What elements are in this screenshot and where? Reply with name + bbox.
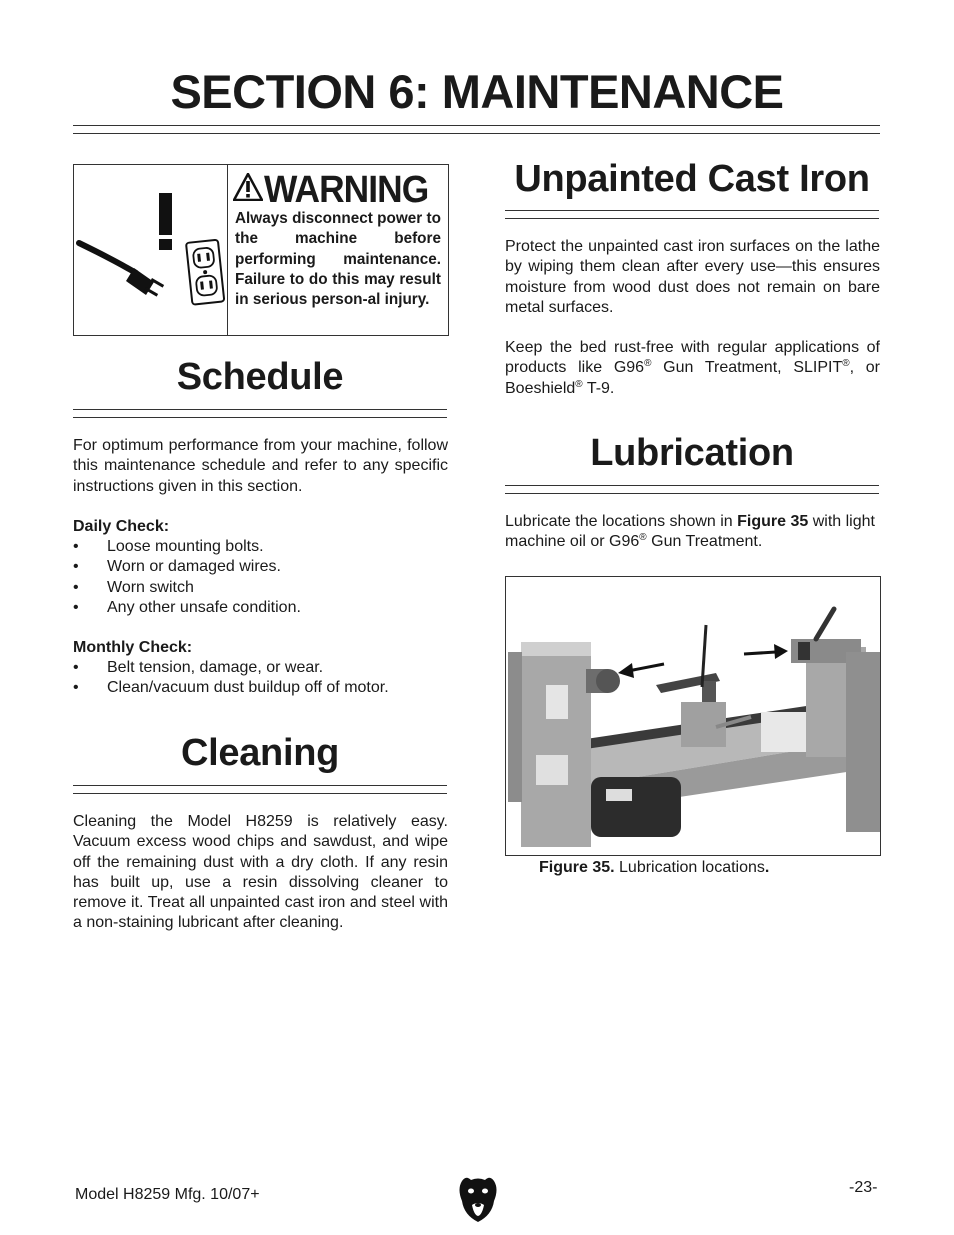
daily-check-list (73, 537, 448, 618)
list-item: • Belt tension, damage, or wear. (73, 658, 448, 678)
page-title: SECTION 6: MAINTENANCE (170, 65, 784, 118)
figure-caption: Figure 35. Lubrication locations. (539, 859, 770, 876)
lubrication-text: Lubricate the locations shown in Figure 35 with light machine oil or G96® Gun Treatment. (505, 513, 875, 551)
cast-iron-rule (505, 210, 879, 219)
title-rule (73, 125, 880, 134)
schedule-heading: Schedule (176, 356, 344, 398)
schedule-rule (73, 409, 447, 418)
warning-text: Always disconnect power to the machine before performing maintenance. Failure to do this may result in serious person-al injury. (235, 210, 441, 309)
monthly-check-label: Monthly Check: (73, 639, 193, 656)
cast-iron-para1: Protect the unpainted cast iron surfaces on the lathe by wiping them clean after every use—this ensures moisture from wood dust does not remain on bare metal surfaces. (505, 238, 880, 316)
warning-box (73, 164, 449, 336)
cast-iron-para2: Keep the bed rust-free with regular applications of products like G96® Gun Treatment, SLIPIT®, or Boeshield® T-9. (505, 339, 880, 397)
warning-heading: WARNING (264, 169, 429, 211)
list-item: • Loose mounting bolts. (73, 537, 448, 557)
footer-page-number: -23- (849, 1179, 878, 1196)
list-item: • Any other unsafe condition. (73, 598, 448, 618)
list-item: • Worn switch (73, 578, 448, 598)
warning-illustration (74, 165, 228, 335)
lubrication-heading: Lubrication (590, 432, 794, 474)
warning-triangle-icon (233, 173, 263, 201)
cleaning-rule (73, 785, 447, 794)
daily-check-label: Daily Check: (73, 518, 170, 535)
list-item: • Worn or damaged wires. (73, 557, 448, 577)
cleaning-text: Cleaning the Model H8259 is relatively easy. Vacuum excess wood chips and sawdust, and wipe off the remaining dust with a dry cloth. If any resin has built up, use a resin dissolving cleaner to remove it. Treat all unpainted cast iron and steel with a non-staining lubricant after cleaning. (73, 813, 448, 932)
cast-iron-heading: Unpainted Cast Iron (514, 158, 870, 200)
monthly-check-list (73, 658, 448, 699)
lathe-illustration (506, 577, 880, 855)
bear-logo-icon (456, 1175, 500, 1223)
footer-model: Model H8259 Mfg. 10/07+ (75, 1186, 260, 1203)
lubrication-rule (505, 485, 879, 494)
cleaning-heading: Cleaning (180, 732, 340, 774)
figure-35-lathe-photo (505, 576, 881, 856)
schedule-intro: For optimum performance from your machine, follow this maintenance schedule and refer to any specific instructions given in this section. (73, 437, 448, 495)
plug-outlet-icon (74, 165, 227, 335)
list-item: • Clean/vacuum dust buildup off of motor. (73, 678, 448, 698)
